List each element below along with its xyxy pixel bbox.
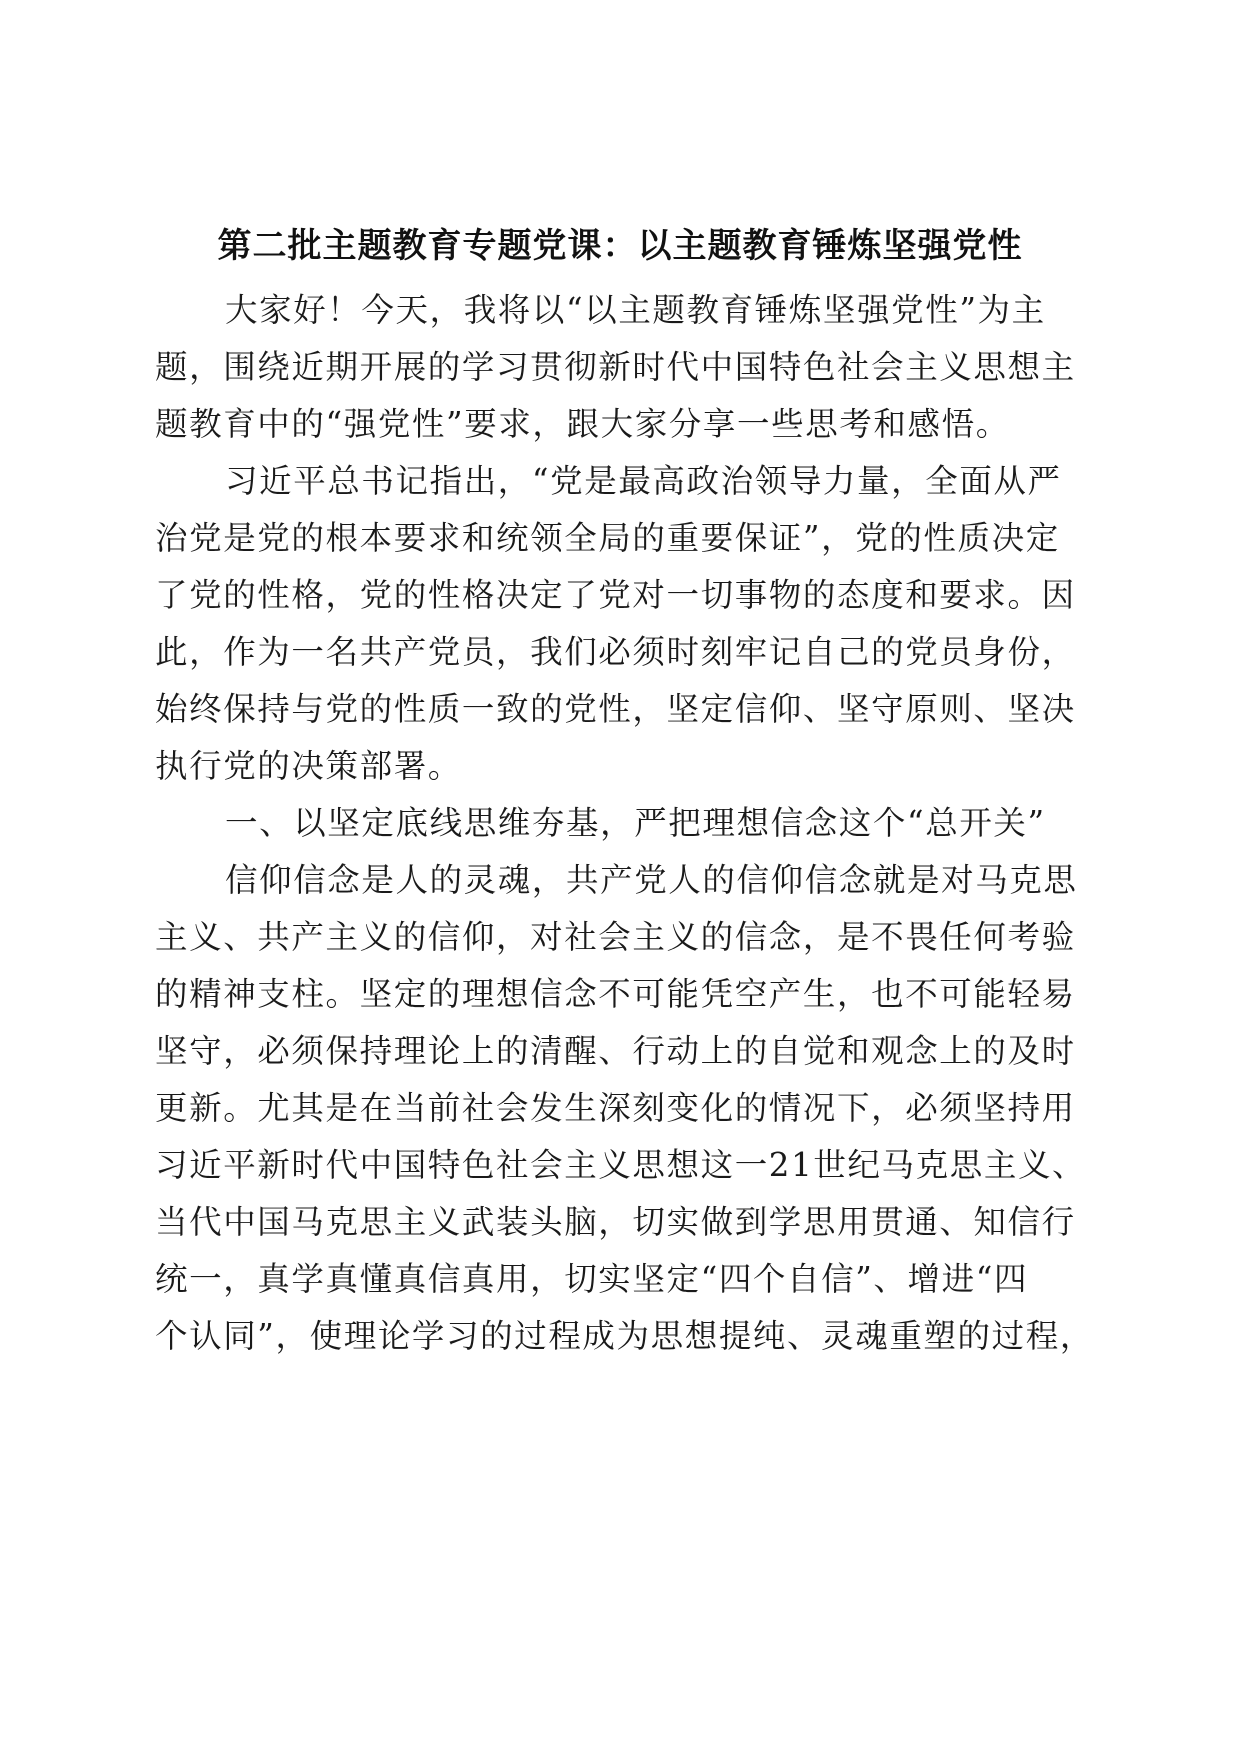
paragraph-line: 当代中国马克思主义武装头脑，切实做到学思用贯通、知信行	[155, 1203, 1076, 1241]
paragraph-line: 的精神支柱。坚定的理想信念不可能凭空产生，也不可能轻易	[155, 975, 1076, 1013]
paragraph-line: 个认同”，使理论学习的过程成为思想提纯、灵魂重塑的过程，	[155, 1317, 1094, 1355]
paragraph-line: 治党是党的根本要求和统领全局的重要保证”，党的性质决定	[155, 519, 1060, 557]
paragraph-line: 习近平新时代中国特色社会主义思想这一21世纪马克思主义、	[155, 1146, 1087, 1184]
paragraph-line: 始终保持与党的性质一致的党性，坚定信仰、坚守原则、坚决	[155, 690, 1076, 728]
paragraph-line: 坚守，必须保持理论上的清醒、行动上的自觉和观念上的及时	[155, 1032, 1076, 1070]
paragraph-line: 此，作为一名共产党员，我们必须时刻牢记自己的党员身份，	[155, 633, 1076, 671]
paragraph-line: 执行党的决策部署。	[155, 747, 462, 785]
paragraph-line: 大家好！今天，我将以“以主题教育锤炼坚强党性”为主	[225, 291, 1046, 329]
section-heading: 一、以坚定底线思维夯基，严把理想信念这个“总开关”	[225, 804, 1046, 842]
paragraph-line: 主义、共产主义的信仰，对社会主义的信念，是不畏任何考验	[155, 918, 1076, 956]
paragraph-line: 信仰信念是人的灵魂，共产党人的信仰信念就是对马克思	[225, 861, 1078, 899]
paragraph-line: 题教育中的“强党性”要求，跟大家分享一些思考和感悟。	[155, 405, 1010, 443]
paragraph-line: 更新。尤其是在当前社会发生深刻变化的情况下，必须坚持用	[155, 1089, 1076, 1127]
paragraph-line: 统一，真学真懂真信真用，切实坚定“四个自信”、增进“四	[155, 1260, 1029, 1298]
paragraph-line: 题，围绕近期开展的学习贯彻新时代中国特色社会主义思想主	[155, 348, 1076, 386]
paragraph-line: 了党的性格，党的性格决定了党对一切事物的态度和要求。因	[155, 576, 1076, 614]
paragraph-line: 习近平总书记指出，“党是最高政治领导力量，全面从严	[225, 462, 1062, 500]
document-title: 第二批主题教育专题党课：以主题教育锤炼坚强党性	[217, 226, 1023, 266]
